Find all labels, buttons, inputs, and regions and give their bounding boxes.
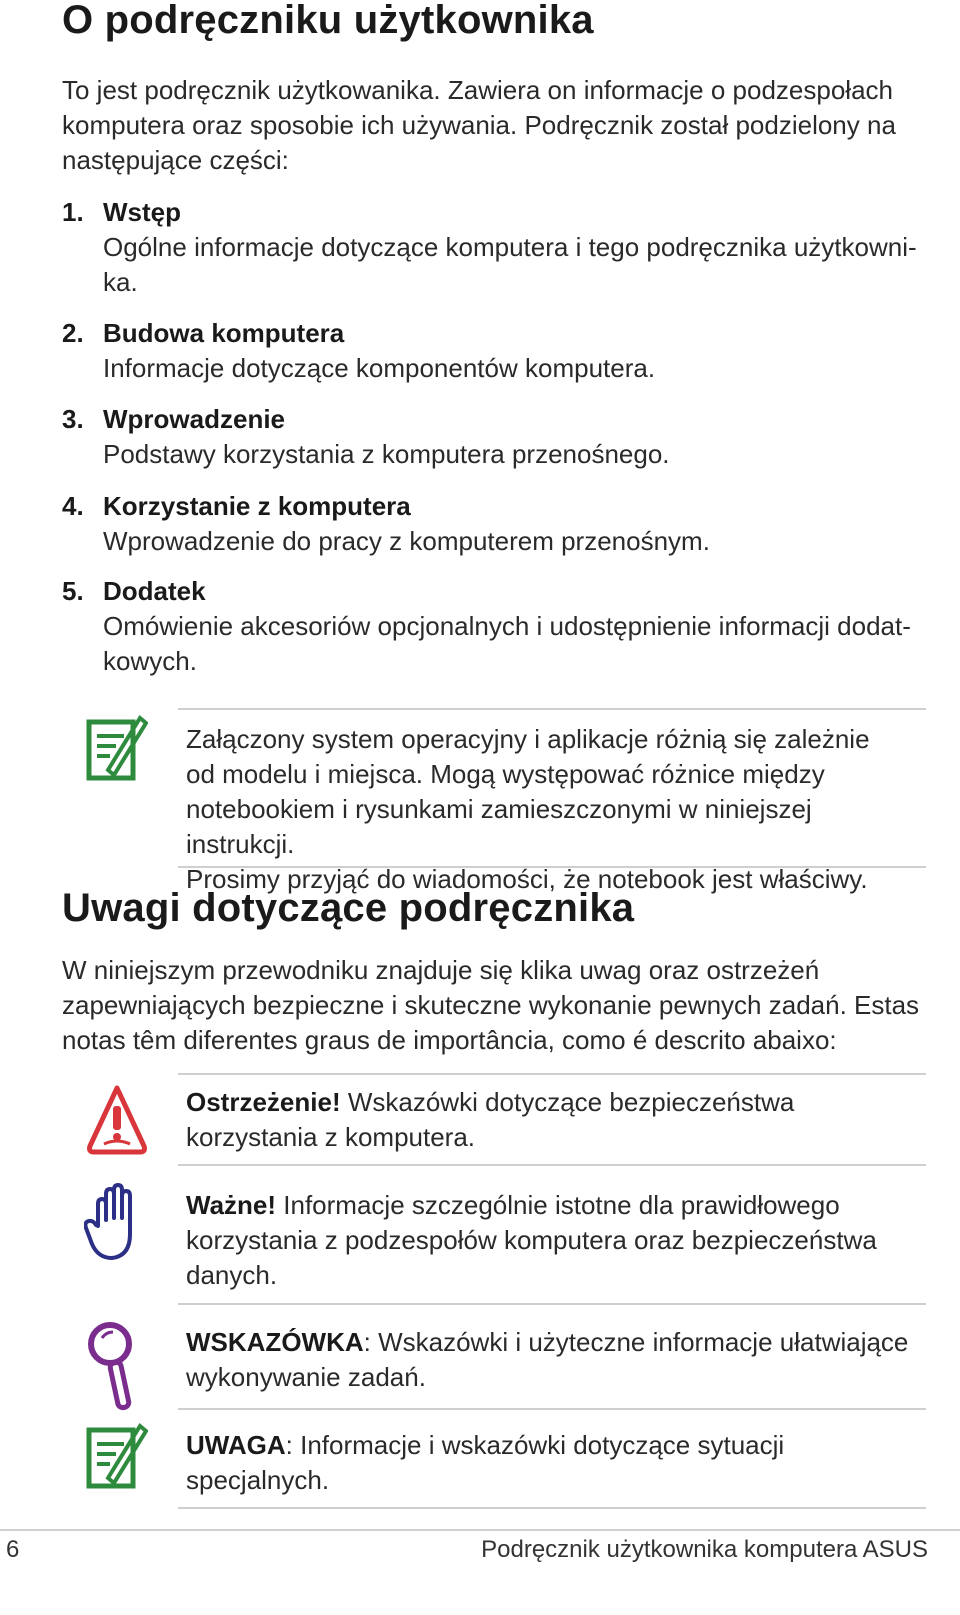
intro-line: następujące części: — [62, 145, 289, 175]
chapter-desc: Wprowadzenie do pracy z komputerem przenośnym. — [103, 526, 710, 556]
note-text — [178, 1428, 926, 1498]
page-number: 6 — [6, 1536, 20, 1563]
chapter-title: Budowa komputera — [103, 318, 345, 348]
divider — [178, 866, 926, 868]
chapter-item — [62, 316, 932, 386]
section-title-about: O podręczniku użytkownika — [62, 0, 594, 42]
chapter-desc: Podstawy korzystania z komputera przenośnego. — [103, 439, 670, 469]
divider — [178, 1507, 926, 1509]
note-line: wykonywanie zadań. — [186, 1362, 426, 1392]
chapter-number: 1. — [62, 197, 84, 227]
intro-line: zapewniających bezpieczne i skuteczne wykonanie pewnych zadań. Estas — [62, 990, 920, 1020]
chapter-title: Wprowadzenie — [103, 404, 286, 434]
chapter-item — [62, 489, 932, 559]
chapter-desc: Ogólne informacje dotyczące komputera i tego podręcznika użytkowni- — [103, 232, 917, 262]
note-line: : Wskazówki i użyteczne informacje ułatwiające — [363, 1327, 909, 1357]
chapter-desc: kowych. — [103, 646, 197, 676]
chapter-desc: ka. — [103, 267, 138, 297]
warning-triangle-icon — [86, 1084, 148, 1161]
footer-divider — [0, 1529, 960, 1531]
chapter-item — [62, 574, 932, 679]
chapter-item — [62, 195, 932, 300]
note-line: danych. — [186, 1260, 278, 1290]
note-line: : Informacje i wskazówki dotyczące sytuacji — [285, 1430, 785, 1460]
note-line: notebookiem i rysunkami zamieszczonymi w niniejszej instrukcji. — [186, 794, 812, 859]
tip-note — [178, 1303, 926, 1395]
footer-title: Podręcznik użytkownika komputera ASUS — [481, 1536, 928, 1563]
chapter-number: 2. — [62, 318, 84, 348]
note-label: WSKAZÓWKA — [186, 1327, 364, 1357]
note-box — [178, 708, 926, 897]
note-text — [178, 1085, 926, 1155]
intro-line: notas têm diferentes graus de importância, como é descrito abaixo: — [62, 1025, 837, 1055]
uwaga-note — [178, 1408, 926, 1498]
chapter-number: 3. — [62, 404, 84, 434]
note-line: Wskazówki dotyczące bezpieczeństwa — [340, 1087, 795, 1117]
magnifier-icon — [86, 1320, 142, 1417]
chapter-title: Dodatek — [103, 576, 206, 606]
note-line: od modelu i miejsca. Mogą występować różnice między — [186, 759, 825, 789]
intro-line: komputera oraz sposobie ich używania. Podręcznik został podzielony na — [62, 110, 896, 140]
chapter-title: Wstęp — [103, 197, 181, 227]
note-line: specjalnych. — [186, 1465, 330, 1495]
chapter-desc: Omówienie akcesoriów opcjonalnych i udostępnienie informacji dodat- — [103, 611, 911, 641]
chapter-number: 5. — [62, 576, 84, 606]
chapter-number: 4. — [62, 491, 84, 521]
note-label: Ważne! — [186, 1190, 277, 1220]
section-title-notes: Uwagi dotyczące podręcznika — [62, 886, 635, 930]
chapter-item — [62, 402, 932, 472]
chapter-title: Korzystanie z komputera — [103, 491, 411, 521]
note-pencil-icon — [86, 1420, 148, 1495]
note-text — [178, 1325, 926, 1395]
note-line: Informacje szczególnie istotne dla prawidłowego — [276, 1190, 840, 1220]
note-line: korzystania z podzespołów komputera oraz bezpieczeństwa — [186, 1225, 877, 1255]
intro-line: W niniejszym przewodniku znajduje się klika uwag oraz ostrzeżeń — [62, 955, 820, 985]
notes-intro-paragraph — [62, 953, 922, 1058]
note-label: UWAGA — [186, 1430, 286, 1460]
warning-note — [178, 1073, 926, 1155]
important-note — [178, 1164, 926, 1293]
note-text — [178, 1188, 926, 1293]
chapter-desc: Informacje dotyczące komponentów komputera. — [103, 353, 656, 383]
note-text — [178, 722, 926, 897]
intro-line: To jest podręcznik użytkowanika. Zawiera on informacje o podzespołach — [62, 75, 893, 105]
note-pencil-icon — [86, 712, 148, 787]
hand-stop-icon — [84, 1182, 144, 1267]
note-label: Ostrzeżenie! — [186, 1087, 341, 1117]
note-line: Załączony system operacyjny i aplikacje różnią się zależnie — [186, 724, 870, 754]
intro-paragraph — [62, 73, 922, 178]
note-line: Prosimy przyjąć do wiadomości, że notebook jest właściwy. — [186, 864, 868, 894]
note-line: korzystania z komputera. — [186, 1122, 476, 1152]
